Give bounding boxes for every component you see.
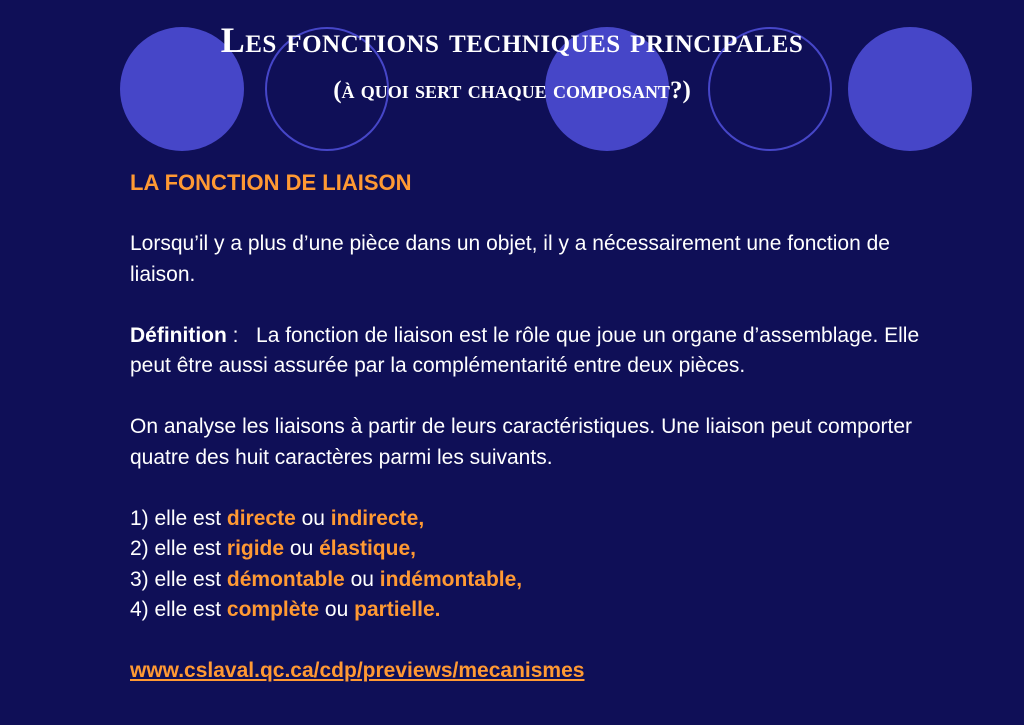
list-item — [130, 534, 950, 565]
list-item-option: indémontable, — [379, 567, 523, 591]
list-item-option: démontable — [226, 567, 345, 591]
slide-content — [130, 168, 950, 687]
list-item-or: ou — [344, 567, 380, 591]
list-item-prefix: 2) elle est — [130, 537, 227, 560]
slide-subtitle: (à quoi sert chaque composant?) — [333, 77, 691, 104]
section-heading: LA FONCTION DE LIAISON — [130, 170, 412, 195]
list-item-option: indirecte, — [330, 506, 425, 530]
definition-paragraph — [130, 321, 950, 382]
list-item-option: partielle. — [354, 598, 441, 621]
list-item — [130, 504, 950, 535]
list-item-prefix: 3) elle est — [130, 567, 227, 591]
slide-title: Les fonctions techniques principales — [220, 20, 804, 60]
list-item — [130, 595, 950, 626]
list-item-or: ou — [284, 537, 320, 560]
list-item-option: complète — [226, 598, 320, 621]
intro-paragraph: Lorsqu’il y a plus d’une pièce dans un objet, il y a nécessairement une fonction de liaison. — [130, 232, 890, 286]
definition-text: La fonction de liaison est le rôle que joue un organe d’assemblage. Elle peut être aussi assurée par la complémentarité entre deux pièces. — [130, 323, 920, 377]
list-item-option: élastique, — [319, 537, 416, 560]
list-item-or: ou — [295, 506, 331, 530]
list-item-prefix: 1) elle est — [130, 506, 227, 530]
definition-label: Définition — [130, 323, 227, 347]
list-item-or: ou — [319, 598, 355, 621]
definition-separator: : — [226, 323, 257, 347]
list-item-prefix: 4) elle est — [130, 598, 227, 621]
analysis-paragraph: On analyse les liaisons à partir de leurs caractéristiques. Une liaison peut comporter quatre des huit caractères parmi les suivants. — [130, 415, 913, 469]
reference-link[interactable]: www.cslaval.qc.ca/cdp/previews/mecanismes — [130, 659, 585, 682]
list-item-option: rigide — [226, 537, 285, 560]
list-item-option: directe — [226, 506, 296, 530]
list-item — [130, 565, 950, 596]
